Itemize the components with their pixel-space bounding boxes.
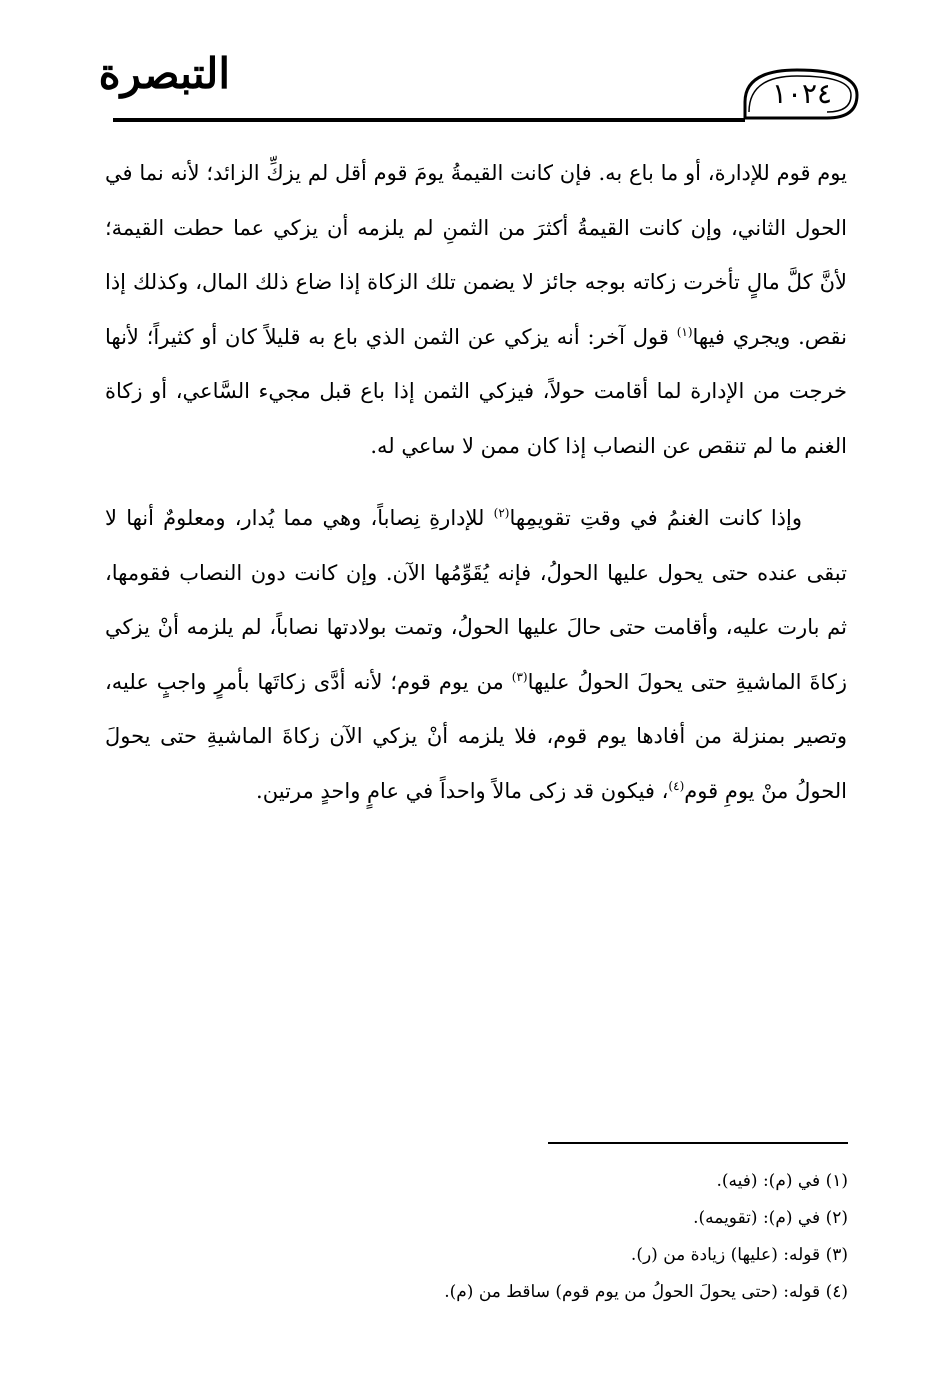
- paragraph-text: قول آخر: أنه يزكي عن الثمن الذي باع به قليلاً كان أو كثيراً؛ لأنها خرجت من الإدارة لما أقامت حولاً، فيزكي الثمن إذا باع قبل مجيء السَّاعي، أو زكاة الغنم ما لم تنقص عن النصاب إذا كان ممن لا ساعي له.: [105, 324, 847, 458]
- paragraph-text: يوم قوم للإدارة، أو ما باع به. فإن كانت القيمةُ يومَ قوم أقل لم يزكِّ الزائد؛ لأنه نما في الحول الثاني، وإن كانت القيمةُ أكثرَ من الثمنِ لم يلزمه أن يزكي عما حطت القيمة؛ لأنَّ كلَّ مالٍ تأخرت زكاته بوجه جائز لا يضمن تلك الزكاة إذا ضاع ذلك المال، وكذلك إذا نقص. ويجري فيها: [105, 161, 847, 349]
- page-header: [0, 0, 938, 135]
- paragraph: [105, 491, 847, 818]
- footnote-marker: (٣): [511, 669, 528, 684]
- paragraph-text: من يوم قوم؛ لأنه أدَّى زكاتَها بأمرٍ واجبٍ عليه، وتصير بمنزلة من أفادها يوم قوم، فلا يلزمه أنْ يزكي الآن زكاةَ الماشيةِ حتى يحولَ الحولُ منْ يومِ قوم: [105, 669, 847, 803]
- footnotes: [420, 1163, 848, 1311]
- paragraph-text: ، فيكون قد زكى مالاً واحداً في عامٍ واحدٍ مرتين.: [256, 778, 669, 803]
- paragraph: [105, 146, 847, 473]
- footnote-marker: (٢): [493, 506, 510, 520]
- header-rule: [113, 118, 745, 122]
- footnote-separator: [548, 1142, 848, 1144]
- footnote: (١) في (م): (فيه).: [716, 1171, 848, 1191]
- paragraph-text: وإذا كانت الغنمُ في وقتِ تقويمِها: [509, 506, 802, 530]
- main-text: [105, 146, 847, 818]
- footnote: (٢) في (م): (تقويمه).: [693, 1208, 848, 1228]
- page-number: ١٠٢٤: [771, 77, 833, 110]
- footnote: (٤) قوله: (حتى يحولَ الحولُ من يوم قوم) ساقط من (م).: [444, 1282, 848, 1302]
- footnote-marker: (٤): [668, 778, 685, 793]
- footnote-marker: (١): [676, 324, 693, 339]
- paragraph-text: للإدارةِ نِصاباً، وهي مما يُدار، ومعلومٌ أنها لا تبقى عنده حتى يحول عليها الحولُ، فإنه يُقَوِّمُها الآن. وإن كانت دون النصاب فقومها، ثم بارت عليه، وأقامت حتى حالَ عليها الحولُ، وتمت بولادتها نصاباً، لم يلزمه أنْ يزكي زكاةَ الماشيةِ حتى يحولَ الحولُ عليها: [105, 506, 847, 694]
- footnote: (٣) قوله: (عليها) زيادة من (ر).: [630, 1245, 848, 1265]
- book-title: التبصرة: [98, 49, 230, 98]
